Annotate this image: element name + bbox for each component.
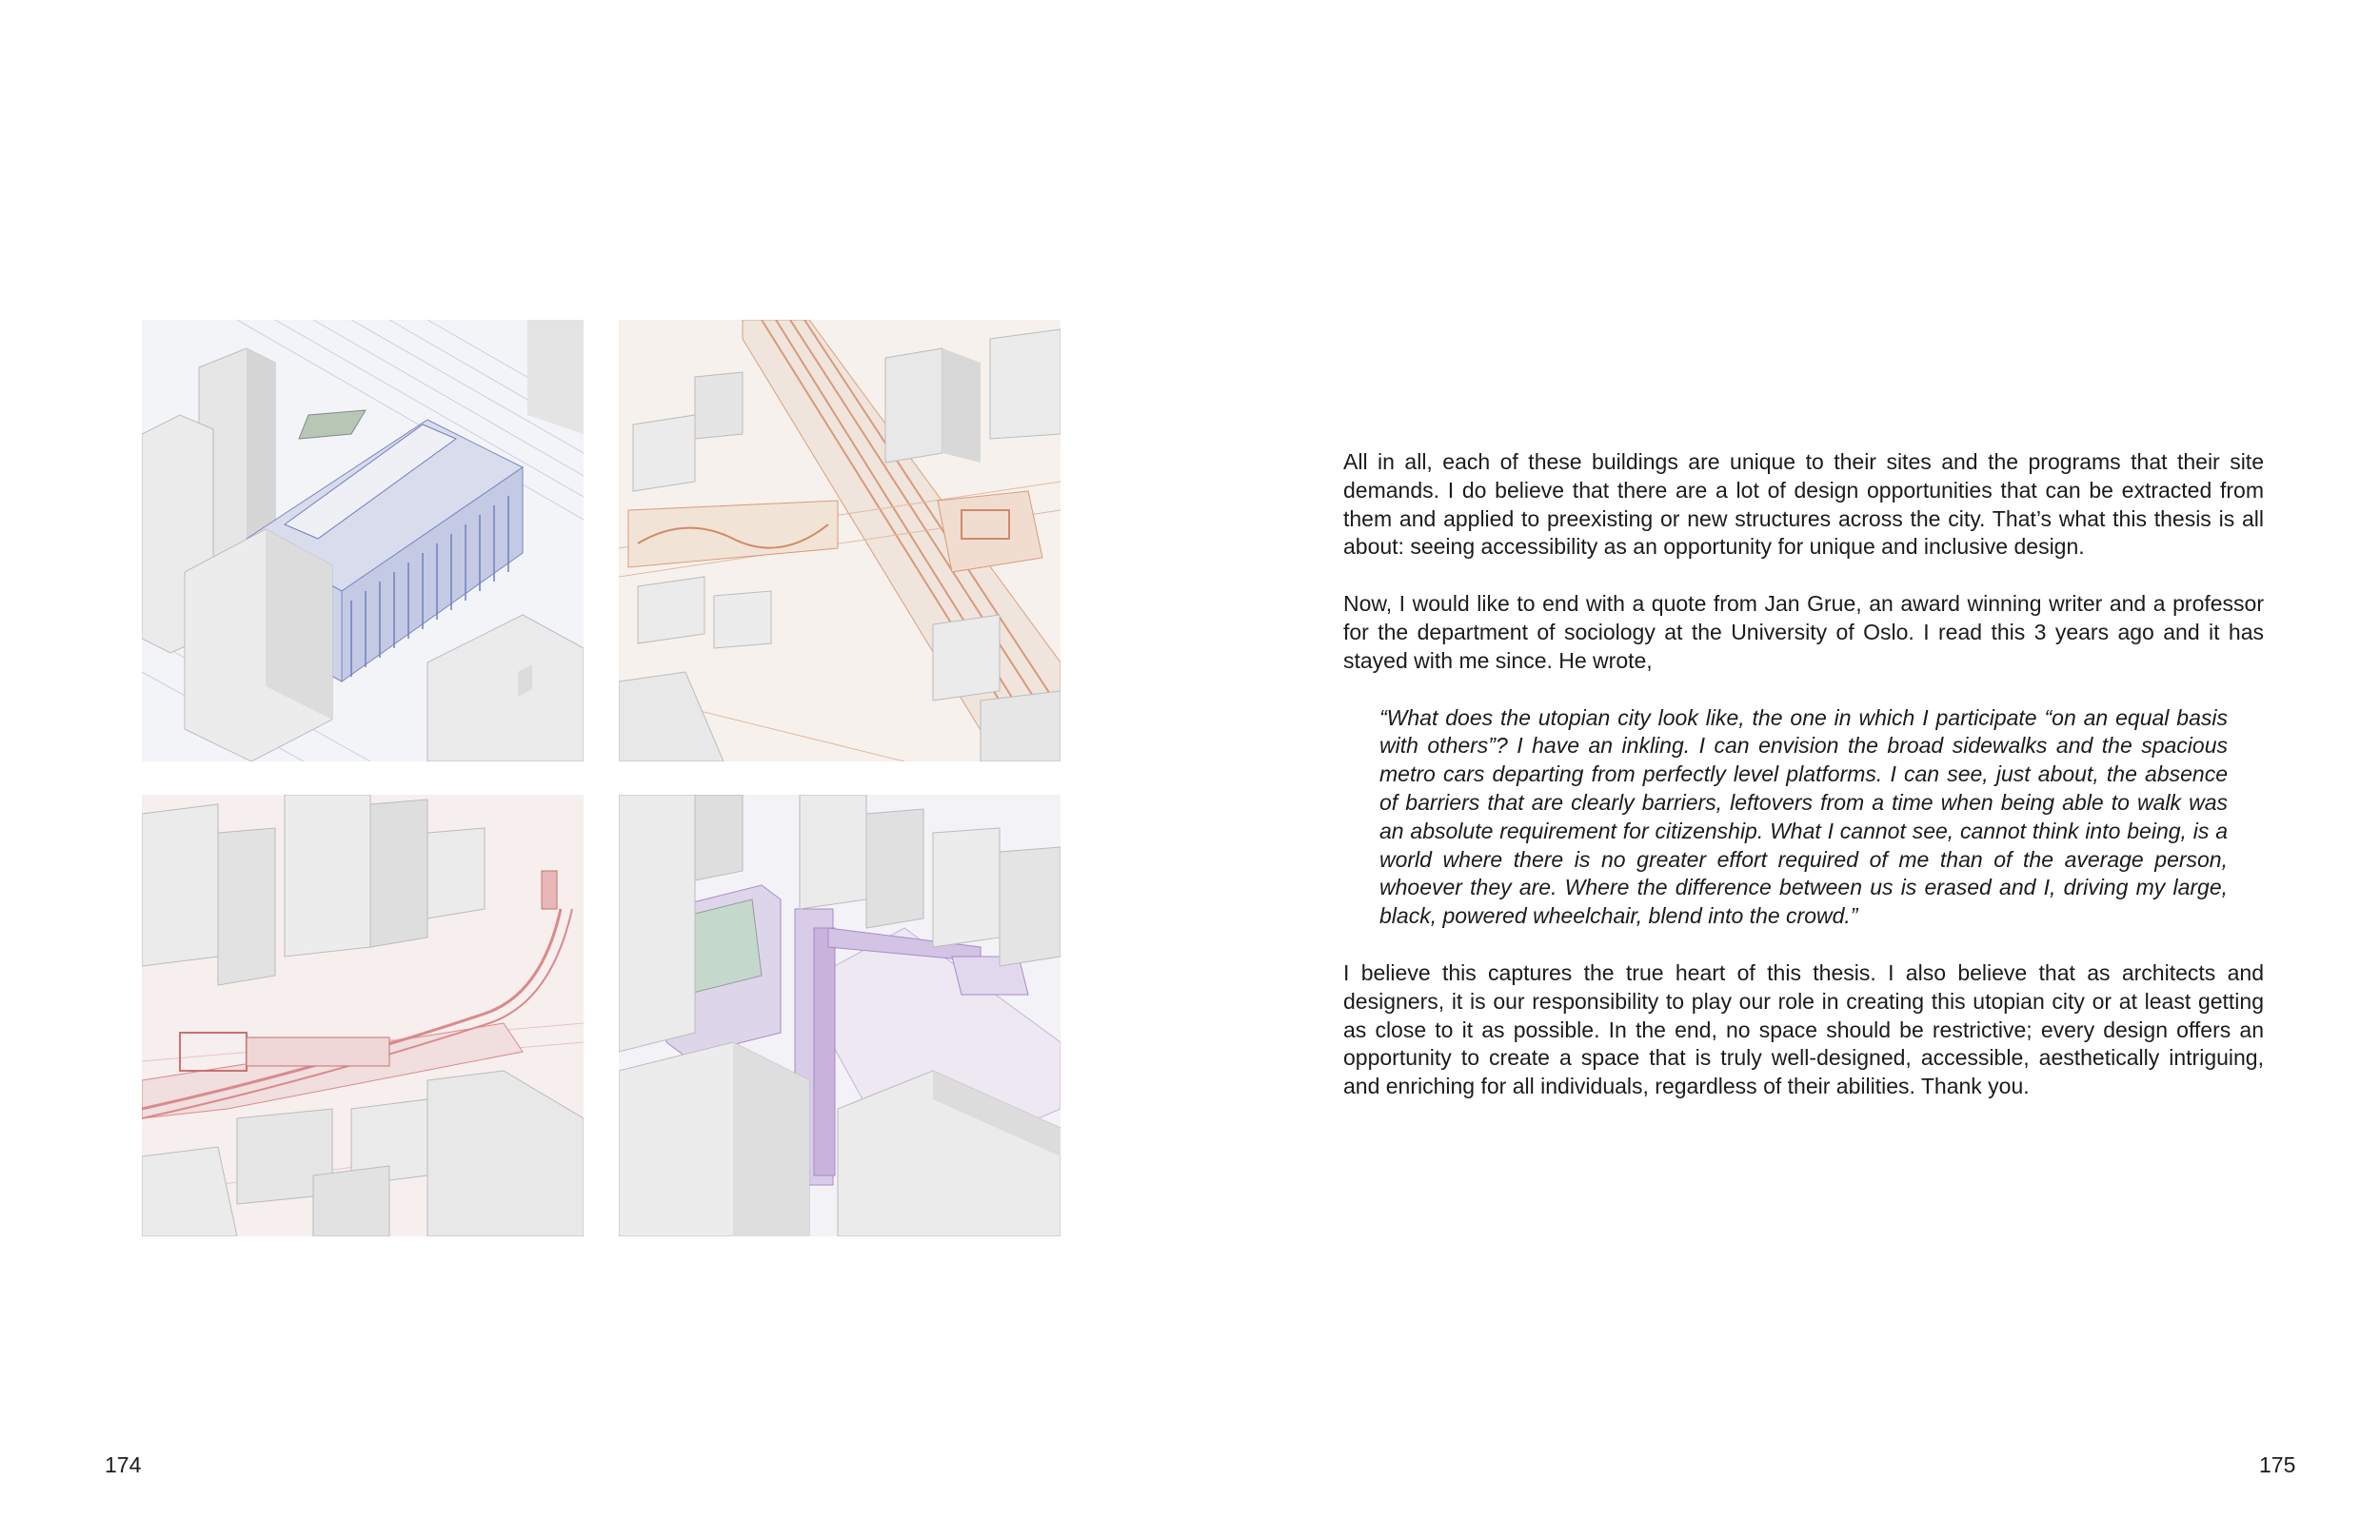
paragraph-quote-lead: Now, I would like to end with a quote from Jan Grue, an award winning writer and a professor for the department of sociology at the University of Oslo. I read this 3 years ago and it has stayed with me since. He wrote, [1343, 591, 2264, 673]
block-quote: “What does the utopian city look like, the one in which I participate “on an equal basis with others”? I have an inkling. I can envision the broad sidewalks and the spacious metro cars departing from perfectly level platforms. I can see, just about, the absence of barriers that are clearly barriers, leftovers from a time when being able to walk was an absolute requirement for citizenship. What I cannot see, cannot think into being, is a world where there is no greater effort required of me than of the average person, whoever they are. Where the difference between us is erased and I, driving my large, black, powered wheelchair, blend into the crowd.” [1379, 704, 2228, 929]
page-number-right: 175 [2259, 1452, 2296, 1477]
axonometric-orange-drawing [619, 320, 1061, 761]
figure-axonometric-purple [619, 795, 1061, 1236]
paragraph-intro: All in all, each of these buildings are unique to their sites and the programs that their site demands. I do believe that there are a lot of design opportunities that can be extracted from them and applied to preexisting or new structures across the city. That’s what this thesis is all about: seeing accessibility as an opportunity for unique and inclusive design. [1343, 449, 2264, 560]
figure-axonometric-orange [619, 320, 1061, 761]
axonometric-purple-drawing [619, 795, 1061, 1236]
page-number-left: 174 [105, 1452, 142, 1477]
paragraph-closing: I believe this captures the true heart of this thesis. I also believe that as architects and designers, it is our responsibility to play our role in creating this utopian city or at least getting as close to it as possible. In the end, no space should be restrictive; every design offers an opportunity to create a space that is truly well-designed, accessible, aesthetically intriguing, and enriching for all individuals, regardless of their abilities. Thank you. [1343, 959, 2264, 1099]
body-text [1343, 448, 2264, 1101]
figure-axonometric-red [142, 795, 584, 1236]
figure-axonometric-blue [142, 320, 584, 761]
right-page [1190, 0, 2380, 1540]
axonometric-blue-drawing [142, 320, 584, 761]
axonometric-red-drawing [142, 795, 584, 1236]
